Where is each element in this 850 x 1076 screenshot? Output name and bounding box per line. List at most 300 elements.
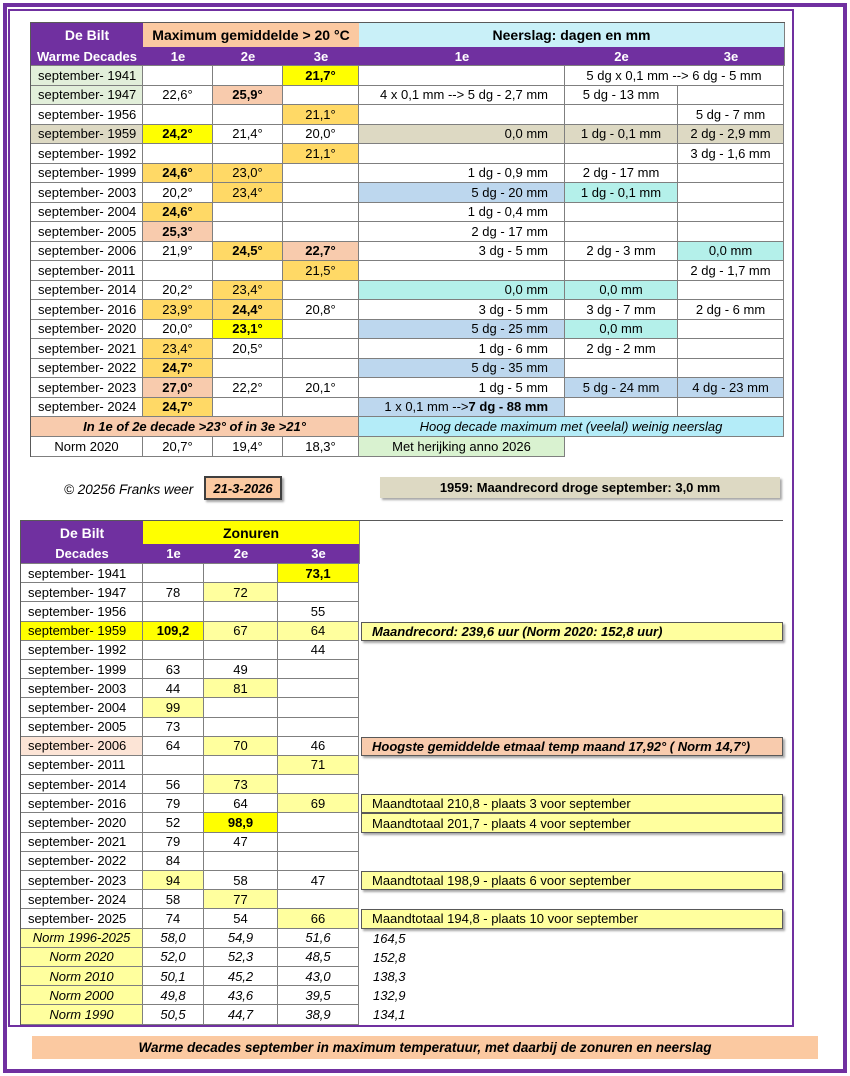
temp-cell: 21,9° bbox=[143, 242, 213, 262]
rain-cell bbox=[678, 222, 784, 242]
temp-note: In 1e of 2e decade >23° of in 3e >21° bbox=[31, 417, 359, 437]
sun-cell: 69 bbox=[278, 794, 359, 813]
warme-decades-table bbox=[30, 22, 785, 457]
sun-cell bbox=[143, 756, 204, 775]
sun-table-header-row bbox=[21, 521, 360, 544]
temp-cell: 24,4° bbox=[213, 300, 283, 320]
sun-cell: 39,5 bbox=[278, 986, 359, 1005]
sun-cell: 44 bbox=[278, 641, 359, 660]
rain-cell: 5 dg - 7 mm bbox=[678, 105, 784, 125]
sun-cell: 73,1 bbox=[278, 564, 359, 583]
sun-col-header-3e: 3e bbox=[311, 546, 326, 561]
sun-cell: 49 bbox=[204, 660, 278, 679]
table-row bbox=[21, 698, 359, 717]
sun-cell: 58,0 bbox=[143, 929, 204, 948]
table-row bbox=[21, 660, 359, 679]
sun-cell bbox=[278, 833, 359, 852]
sun-table-subtitle: Decades bbox=[55, 546, 109, 561]
table-row bbox=[21, 833, 359, 852]
rain-cell-text: 1 x 0,1 mm --> bbox=[384, 399, 469, 415]
sun-cell bbox=[278, 890, 359, 909]
temp-cell: 25,9° bbox=[213, 86, 283, 106]
rain-cell: 0,0 mm bbox=[359, 281, 565, 301]
norm-temp-1e: 20,7° bbox=[143, 437, 213, 457]
temp-col-header-1e: 1e bbox=[170, 48, 186, 64]
temp-cell: 24,2° bbox=[143, 125, 213, 145]
temp-cell bbox=[283, 339, 359, 359]
rain-cell: 0,0 mm bbox=[678, 242, 784, 262]
table-row bbox=[31, 261, 784, 281]
rain-cell: 3 dg - 5 mm bbox=[359, 242, 565, 262]
annotation-box: Maandrecord: 239,6 uur (Norm 2020: 152,8 uur) bbox=[361, 622, 783, 641]
temp-cell bbox=[213, 105, 283, 125]
rain-cell bbox=[678, 86, 784, 106]
record-note-bar: 1959: Maandrecord droge september: 3,0 mm bbox=[380, 477, 780, 498]
rain-cell: 4 dg - 23 mm bbox=[678, 378, 784, 398]
temp-cell bbox=[213, 398, 283, 418]
year-label: september- 2003 bbox=[21, 679, 143, 698]
temp-cell: 20,8° bbox=[283, 300, 359, 320]
sun-cell: 56 bbox=[143, 775, 204, 794]
sun-cell: 63 bbox=[143, 660, 204, 679]
sun-cell: 73 bbox=[143, 718, 204, 737]
rain-cell bbox=[359, 398, 565, 418]
sun-cell bbox=[278, 852, 359, 871]
note-row bbox=[31, 417, 784, 437]
table-row bbox=[31, 66, 784, 86]
rain-cell: 2 dg - 6 mm bbox=[678, 300, 784, 320]
rain-cell: 3 dg - 1,6 mm bbox=[678, 144, 784, 164]
rain-cell: 1 dg - 0,1 mm bbox=[565, 183, 678, 203]
sun-cell: 52,3 bbox=[204, 948, 278, 967]
rain-cell-bold-text: 7 dg - 88 mm bbox=[468, 399, 548, 415]
table-row bbox=[21, 602, 359, 621]
sun-cell: 48,5 bbox=[278, 948, 359, 967]
temp-cell: 23,4° bbox=[143, 339, 213, 359]
annotation-box: Maandtotaal 194,8 - plaats 10 voor september bbox=[361, 909, 783, 928]
table-row bbox=[21, 794, 783, 813]
rain-cell bbox=[678, 203, 784, 223]
sun-cell: 66 bbox=[278, 909, 359, 928]
sun-cell: 84 bbox=[143, 852, 204, 871]
temp-cell: 23,4° bbox=[213, 281, 283, 301]
rain-cell: 1 dg - 0,9 mm bbox=[359, 164, 565, 184]
year-label: september- 1999 bbox=[31, 164, 143, 184]
sun-cell: 52,0 bbox=[143, 948, 204, 967]
rain-cell: 2 dg - 1,7 mm bbox=[678, 261, 784, 281]
norm-temp-3e: 18,3° bbox=[283, 437, 359, 457]
norm-total-value: 134,1 bbox=[373, 1007, 406, 1023]
rain-cell bbox=[565, 222, 678, 242]
year-label: september- 1992 bbox=[31, 144, 143, 164]
temp-cell bbox=[283, 183, 359, 203]
temp-cell: 21,4° bbox=[213, 125, 283, 145]
top-table-title: De Bilt bbox=[31, 23, 143, 47]
temp-cell: 23,9° bbox=[143, 300, 213, 320]
rain-col-header-1e: 1e bbox=[454, 48, 470, 64]
table-row bbox=[21, 737, 783, 756]
table-row bbox=[21, 718, 359, 737]
rain-cell: 2 dg - 3 mm bbox=[565, 242, 678, 262]
year-label: september- 1959 bbox=[21, 622, 143, 641]
year-label: september- 2020 bbox=[31, 320, 143, 340]
rain-cell bbox=[359, 144, 565, 164]
sun-cell bbox=[204, 852, 278, 871]
year-label: september- 1941 bbox=[21, 564, 143, 583]
norm-total-value: 132,9 bbox=[373, 988, 406, 1004]
temp-cell bbox=[283, 86, 359, 106]
zonuren-table bbox=[20, 520, 783, 1025]
sun-cell: 46 bbox=[278, 737, 359, 756]
table-row bbox=[21, 679, 359, 698]
sun-cell bbox=[278, 775, 359, 794]
year-label: september- 2004 bbox=[21, 698, 143, 717]
temp-cell: 27,0° bbox=[143, 378, 213, 398]
norm-row bbox=[31, 437, 784, 457]
rain-cell: 5 dg - 24 mm bbox=[565, 378, 678, 398]
temp-cell: 21,1° bbox=[283, 144, 359, 164]
temp-cell: 20,1° bbox=[283, 378, 359, 398]
norm-label: Norm 2020 bbox=[31, 437, 143, 457]
rain-cell bbox=[565, 144, 678, 164]
year-label: september- 1992 bbox=[21, 641, 143, 660]
temp-cell: 24,6° bbox=[143, 203, 213, 223]
temp-cell bbox=[143, 261, 213, 281]
rain-cell: 1 dg - 0,4 mm bbox=[359, 203, 565, 223]
table-row bbox=[31, 300, 784, 320]
table-row bbox=[31, 281, 784, 301]
rain-cell bbox=[678, 359, 784, 379]
rain-cell: 5 dg x 0,1 mm --> 6 dg - 5 mm bbox=[565, 66, 784, 86]
sun-cell: 67 bbox=[204, 622, 278, 641]
temp-cell: 22,6° bbox=[143, 86, 213, 106]
rain-cell bbox=[359, 66, 565, 86]
table-row bbox=[21, 622, 783, 641]
rain-cell bbox=[565, 261, 678, 281]
sun-cell bbox=[278, 698, 359, 717]
temp-cell bbox=[213, 66, 283, 86]
sun-cell: 79 bbox=[143, 833, 204, 852]
sun-cell: 71 bbox=[278, 756, 359, 775]
sun-cell bbox=[143, 602, 204, 621]
table-row bbox=[21, 871, 783, 890]
table-row bbox=[21, 756, 359, 775]
temp-cell: 23,1° bbox=[213, 320, 283, 340]
year-label: september- 1999 bbox=[21, 660, 143, 679]
sun-cell: 58 bbox=[204, 871, 278, 890]
temp-cell: 20,2° bbox=[143, 183, 213, 203]
sun-col-header-1e: 1e bbox=[166, 546, 181, 561]
year-label: september- 2006 bbox=[21, 737, 143, 756]
temp-cell bbox=[283, 398, 359, 418]
table-row bbox=[21, 641, 359, 660]
sun-cell: 54,9 bbox=[204, 929, 278, 948]
table-row bbox=[21, 564, 359, 583]
year-label: september- 2016 bbox=[21, 794, 143, 813]
temp-cell: 24,6° bbox=[143, 164, 213, 184]
rain-cell bbox=[678, 320, 784, 340]
sun-cell: 64 bbox=[143, 737, 204, 756]
sun-cell bbox=[204, 718, 278, 737]
temp-cell: 25,3° bbox=[143, 222, 213, 242]
temp-cell bbox=[213, 203, 283, 223]
year-label: september- 2011 bbox=[21, 756, 143, 775]
rain-cell bbox=[678, 183, 784, 203]
temp-cell bbox=[143, 144, 213, 164]
table-row bbox=[31, 183, 784, 203]
year-label: september- 2023 bbox=[21, 871, 143, 890]
sun-cell: 47 bbox=[278, 871, 359, 890]
herijking-note: Met herijking anno 2026 bbox=[359, 437, 565, 457]
table-row bbox=[21, 813, 783, 832]
temp-cell: 20,0° bbox=[143, 320, 213, 340]
year-label: september- 2003 bbox=[31, 183, 143, 203]
rain-cell: 0,0 mm bbox=[359, 125, 565, 145]
table-row bbox=[31, 398, 784, 418]
sun-cell: 55 bbox=[278, 602, 359, 621]
sun-cell bbox=[143, 564, 204, 583]
rain-cell: 2 dg - 17 mm bbox=[359, 222, 565, 242]
year-label: september- 2006 bbox=[31, 242, 143, 262]
year-label: september- 1956 bbox=[31, 105, 143, 125]
rain-cell: 2 dg - 17 mm bbox=[565, 164, 678, 184]
year-label: september- 2004 bbox=[31, 203, 143, 223]
sun-table-body bbox=[21, 564, 783, 1025]
temp-cell: 22,7° bbox=[283, 242, 359, 262]
sun-cell: 77 bbox=[204, 890, 278, 909]
year-label: september- 2014 bbox=[21, 775, 143, 794]
sun-cell bbox=[204, 564, 278, 583]
temp-col-header-3e: 3e bbox=[313, 48, 329, 64]
rain-cell bbox=[565, 398, 678, 418]
page-title-bar: Warme decades september in maximum temperatuur, met daarbij de zonuren en neerslag bbox=[32, 1036, 818, 1059]
rain-cell bbox=[678, 281, 784, 301]
sun-cell: 45,2 bbox=[204, 967, 278, 986]
year-label: Norm 1990 bbox=[21, 1005, 143, 1024]
temp-cell: 21,1° bbox=[283, 105, 359, 125]
rain-cell bbox=[359, 105, 565, 125]
temp-cell bbox=[283, 222, 359, 242]
sun-cell: 94 bbox=[143, 871, 204, 890]
sun-cell: 54 bbox=[204, 909, 278, 928]
year-label: september- 2016 bbox=[31, 300, 143, 320]
sun-cell: 58 bbox=[143, 890, 204, 909]
norm-row-spacer bbox=[565, 437, 784, 457]
table-row bbox=[21, 890, 359, 909]
rain-cell bbox=[678, 398, 784, 418]
rain-col-header-3e: 3e bbox=[723, 48, 739, 64]
temp-cell bbox=[213, 222, 283, 242]
rain-cell bbox=[359, 261, 565, 281]
rain-col-header-2e: 2e bbox=[614, 48, 629, 64]
year-label: september- 2025 bbox=[21, 909, 143, 928]
sun-cell: 81 bbox=[204, 679, 278, 698]
sun-cell: 99 bbox=[143, 698, 204, 717]
table-row bbox=[21, 775, 359, 794]
annotation-box: Hoogste gemiddelde etmaal temp maand 17,92° ( Norm 14,7°) bbox=[361, 737, 783, 756]
sun-cell bbox=[278, 583, 359, 602]
annotation-box: Maandtotaal 201,7 - plaats 4 voor september bbox=[361, 813, 783, 832]
sun-cell: 38,9 bbox=[278, 1005, 359, 1024]
temp-cell: 23,4° bbox=[213, 183, 283, 203]
year-label: september- 2023 bbox=[31, 378, 143, 398]
rain-cell: 2 dg - 2,9 mm bbox=[678, 125, 784, 145]
sun-cell: 64 bbox=[278, 622, 359, 641]
temp-cell: 20,2° bbox=[143, 281, 213, 301]
temp-cell: 21,7° bbox=[283, 66, 359, 86]
date-box: 21-3-2026 bbox=[204, 476, 282, 500]
table-row bbox=[21, 948, 406, 967]
temp-col-header-2e: 2e bbox=[240, 48, 256, 64]
sun-cell bbox=[278, 718, 359, 737]
rain-cell: 1 dg - 5 mm bbox=[359, 378, 565, 398]
rain-cell: 4 x 0,1 mm --> 5 dg - 2,7 mm bbox=[359, 86, 565, 106]
temp-cell bbox=[283, 359, 359, 379]
table-row bbox=[21, 986, 406, 1005]
table-row bbox=[31, 378, 784, 398]
table-row bbox=[21, 909, 783, 928]
table-row bbox=[31, 144, 784, 164]
table-row bbox=[21, 929, 406, 948]
top-table-subheader-row bbox=[31, 47, 785, 66]
temp-cell bbox=[283, 203, 359, 223]
rain-note: Hoog decade maximum met (veelal) weinig neerslag bbox=[359, 417, 784, 437]
table-row bbox=[21, 967, 406, 986]
year-label: september- 1956 bbox=[21, 602, 143, 621]
table-row bbox=[21, 852, 359, 871]
temp-cell: 20,5° bbox=[213, 339, 283, 359]
sun-cell bbox=[204, 602, 278, 621]
year-label: september- 2022 bbox=[21, 852, 143, 871]
rain-cell bbox=[565, 203, 678, 223]
sun-table-subheader-row bbox=[21, 544, 360, 564]
year-label: september- 2005 bbox=[21, 718, 143, 737]
sun-cell bbox=[143, 641, 204, 660]
sun-cell: 47 bbox=[204, 833, 278, 852]
table-row bbox=[31, 320, 784, 340]
year-label: Norm 1996-2025 bbox=[21, 929, 143, 948]
sun-cell: 50,1 bbox=[143, 967, 204, 986]
year-label: september- 2024 bbox=[21, 890, 143, 909]
year-label: september- 2021 bbox=[31, 339, 143, 359]
sun-cell bbox=[278, 660, 359, 679]
annotation-box: Maandtotaal 210,8 - plaats 3 voor september bbox=[361, 794, 783, 813]
copyright-text: © 20256 Franks weer bbox=[64, 481, 194, 497]
temp-cell: 24,7° bbox=[143, 359, 213, 379]
temp-cell: 24,7° bbox=[143, 398, 213, 418]
sun-cell: 51,6 bbox=[278, 929, 359, 948]
rain-cell: 5 dg - 13 mm bbox=[565, 86, 678, 106]
sun-cell: 43,0 bbox=[278, 967, 359, 986]
year-label: september- 2014 bbox=[31, 281, 143, 301]
norm-temp-2e: 19,4° bbox=[213, 437, 283, 457]
year-label: september- 1941 bbox=[31, 66, 143, 86]
sun-cell: 74 bbox=[143, 909, 204, 928]
sun-cell: 79 bbox=[143, 794, 204, 813]
sun-cell: 44,7 bbox=[204, 1005, 278, 1024]
norm-total-value: 164,5 bbox=[373, 930, 406, 946]
sun-cell: 49,8 bbox=[143, 986, 204, 1005]
year-label: Norm 2010 bbox=[21, 967, 143, 986]
temp-cell: 22,2° bbox=[213, 378, 283, 398]
year-label: september- 1947 bbox=[31, 86, 143, 106]
rain-cell: 1 dg - 6 mm bbox=[359, 339, 565, 359]
sun-table-title: De Bilt bbox=[21, 521, 143, 544]
rain-section-header: Neerslag: dagen en mm bbox=[359, 23, 784, 47]
rain-cell: 3 dg - 5 mm bbox=[359, 300, 565, 320]
sun-cell: 43,6 bbox=[204, 986, 278, 1005]
sun-cell bbox=[278, 813, 359, 832]
top-table-body bbox=[31, 66, 785, 417]
year-label: september- 2020 bbox=[21, 813, 143, 832]
temp-cell bbox=[213, 261, 283, 281]
sun-cell bbox=[204, 641, 278, 660]
year-label: september- 2005 bbox=[31, 222, 143, 242]
sun-cell: 50,5 bbox=[143, 1005, 204, 1024]
rain-cell bbox=[678, 339, 784, 359]
table-row bbox=[31, 86, 784, 106]
temp-cell: 23,0° bbox=[213, 164, 283, 184]
year-label: september- 1959 bbox=[31, 125, 143, 145]
sun-cell: 44 bbox=[143, 679, 204, 698]
table-row bbox=[31, 359, 784, 379]
norm-total-value: 138,3 bbox=[373, 969, 406, 985]
sun-cell: 98,9 bbox=[204, 813, 278, 832]
rain-cell: 1 dg - 0,1 mm bbox=[565, 125, 678, 145]
year-label: september- 2021 bbox=[21, 833, 143, 852]
rain-cell bbox=[565, 359, 678, 379]
temp-cell: 21,5° bbox=[283, 261, 359, 281]
sun-section-header: Zonuren bbox=[143, 521, 359, 544]
sun-cell: 73 bbox=[204, 775, 278, 794]
sun-cell: 72 bbox=[204, 583, 278, 602]
rain-cell: 3 dg - 7 mm bbox=[565, 300, 678, 320]
table-row bbox=[31, 105, 784, 125]
annotation-box: Maandtotaal 198,9 - plaats 6 voor september bbox=[361, 871, 783, 890]
sun-cell: 52 bbox=[143, 813, 204, 832]
norm-total-value: 152,8 bbox=[373, 949, 406, 965]
sun-cell: 78 bbox=[143, 583, 204, 602]
top-table-header-row bbox=[31, 23, 785, 47]
year-label: Norm 2000 bbox=[21, 986, 143, 1005]
sun-cell: 64 bbox=[204, 794, 278, 813]
table-row bbox=[21, 583, 359, 602]
year-label: Norm 2020 bbox=[21, 948, 143, 967]
table-row bbox=[31, 339, 784, 359]
table-row bbox=[31, 222, 784, 242]
temp-cell bbox=[143, 66, 213, 86]
temp-cell bbox=[283, 320, 359, 340]
rain-cell: 2 dg - 2 mm bbox=[565, 339, 678, 359]
year-label: september- 2011 bbox=[31, 261, 143, 281]
table-row bbox=[31, 203, 784, 223]
table-row bbox=[21, 1005, 406, 1024]
temp-cell: 24,5° bbox=[213, 242, 283, 262]
rain-cell: 5 dg - 20 mm bbox=[359, 183, 565, 203]
temp-cell bbox=[283, 164, 359, 184]
year-label: september- 1947 bbox=[21, 583, 143, 602]
rain-cell bbox=[678, 164, 784, 184]
sun-cell bbox=[278, 679, 359, 698]
temp-cell bbox=[213, 359, 283, 379]
temp-cell: 20,0° bbox=[283, 125, 359, 145]
year-label: september- 2024 bbox=[31, 398, 143, 418]
rain-cell: 0,0 mm bbox=[565, 320, 678, 340]
temp-cell bbox=[283, 281, 359, 301]
sun-cell bbox=[204, 698, 278, 717]
rain-cell: 0,0 mm bbox=[565, 281, 678, 301]
sun-cell: 70 bbox=[204, 737, 278, 756]
